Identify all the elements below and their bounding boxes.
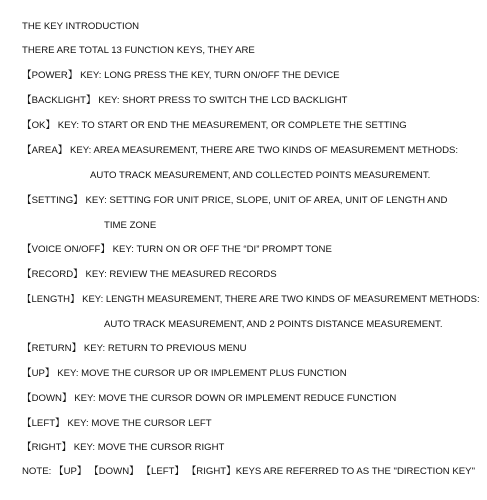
area-key-line [22, 145, 458, 157]
intro-text: THERE ARE TOTAL 13 FUNCTION KEYS, THEY ARE [22, 45, 255, 56]
right-key-label: 【RIGHT】 [22, 442, 72, 453]
area-key-label: 【AREA】 [22, 145, 68, 156]
direction-key-note [22, 466, 475, 478]
ok-key-line [22, 120, 407, 132]
record-key-description: KEY: REVIEW THE MEASURED RECORDS [85, 269, 277, 280]
voice-key-line [22, 244, 332, 256]
down-key-line [22, 393, 396, 405]
down-key-label: 【DOWN】 [22, 393, 72, 404]
backlight-key-label: 【BACKLIGHT】 [22, 95, 96, 106]
length-key-continuation [104, 319, 443, 331]
setting-key-timezone: TIME ZONE [104, 220, 157, 231]
right-key-description: KEY: MOVE THE CURSOR RIGHT [73, 442, 225, 453]
return-key-line [22, 343, 247, 355]
length-key-methods: AUTO TRACK MEASUREMENT, AND 2 POINTS DISTANCE MEASUREMENT. [104, 319, 443, 330]
record-key-label: 【RECORD】 [22, 269, 83, 280]
document-title [22, 21, 139, 33]
power-key-line [22, 70, 340, 82]
up-key-label: 【UP】 [22, 368, 55, 379]
voice-key-description: KEY: TURN ON OR OFF THE “DI” PROMPT TONE [112, 244, 332, 255]
record-key-line [22, 269, 277, 281]
title-text: THE KEY INTRODUCTION [22, 21, 140, 32]
length-key-description: KEY: LENGTH MEASUREMENT, THERE ARE TWO KINDS OF MEASUREMENT METHODS: [82, 294, 480, 305]
setting-key-label: 【SETTING】 [22, 195, 83, 206]
down-key-description: KEY: MOVE THE CURSOR DOWN OR IMPLEMENT REDUCE FUNCTION [74, 393, 397, 404]
length-key-label: 【LENGTH】 [22, 294, 80, 305]
return-key-description: KEY: RETURN TO PREVIOUS MENU [83, 343, 247, 354]
power-key-label: 【POWER】 [22, 70, 78, 81]
ok-key-label: 【OK】 [22, 120, 56, 131]
area-key-continuation [90, 170, 430, 182]
length-key-line [22, 294, 480, 306]
intro-line [22, 45, 255, 57]
up-key-description: KEY: MOVE THE CURSOR UP OR IMPLEMENT PLUS FUNCTION [57, 368, 347, 379]
area-key-methods: AUTO TRACK MEASUREMENT, AND COLLECTED POINTS MEASUREMENT. [90, 170, 431, 181]
voice-key-label: 【VOICE ON/OFF】 [22, 244, 110, 255]
note-text: NOTE: 【UP】 【DOWN】 【LEFT】 【RIGHT】KEYS ARE REFERRED TO AS THE "DIRECTION KEY" [22, 466, 475, 477]
backlight-key-description: KEY: SHORT PRESS TO SWITCH THE LCD BACKLIGHT [98, 95, 348, 106]
left-key-label: 【LEFT】 [22, 418, 65, 429]
setting-key-continuation [104, 220, 156, 232]
setting-key-line [22, 195, 447, 207]
right-key-line [22, 442, 224, 454]
return-key-label: 【RETURN】 [22, 343, 82, 354]
left-key-description: KEY: MOVE THE CURSOR LEFT [67, 418, 212, 429]
up-key-line [22, 368, 347, 380]
left-key-line [22, 418, 212, 430]
setting-key-description: KEY: SETTING FOR UNIT PRICE, SLOPE, UNIT OF AREA, UNIT OF LENGTH AND [85, 195, 448, 206]
power-key-description: KEY: LONG PRESS THE KEY, TURN ON/OFF THE DEVICE [80, 70, 340, 81]
backlight-key-line [22, 95, 347, 107]
ok-key-description: KEY: TO START OR END THE MEASUREMENT, OR COMPLETE THE SETTING [57, 120, 407, 131]
area-key-description: KEY: AREA MEASUREMENT, THERE ARE TWO KINDS OF MEASUREMENT METHODS: [70, 145, 459, 156]
